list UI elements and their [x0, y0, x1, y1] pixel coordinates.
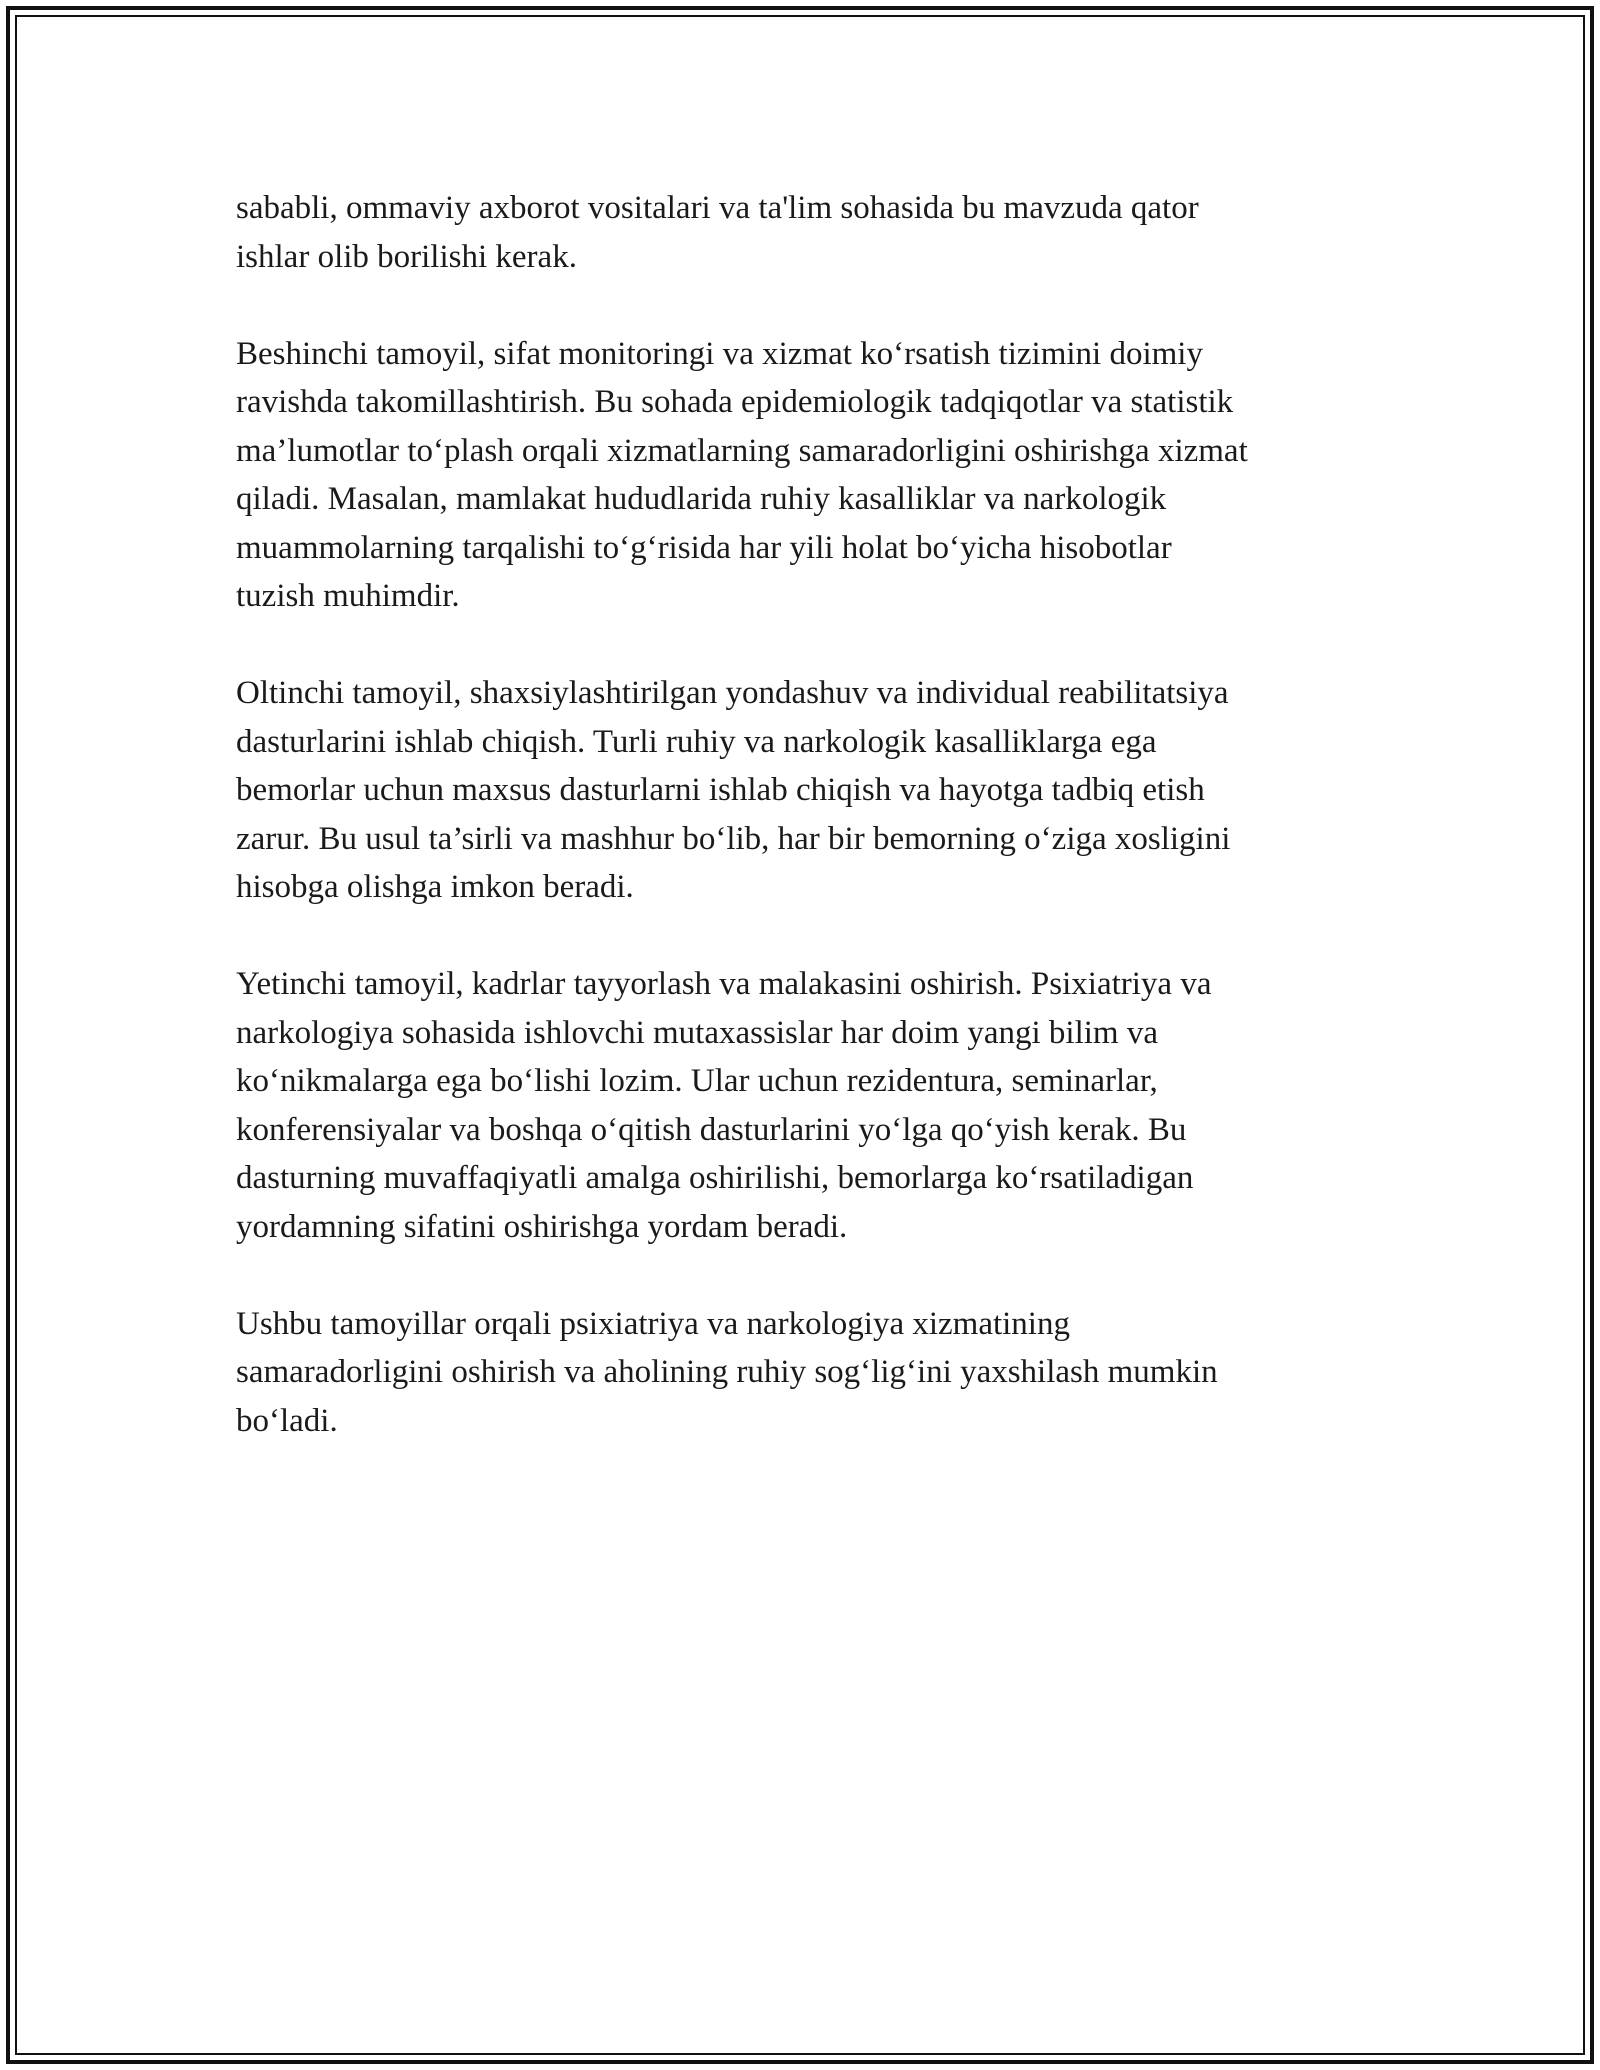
- paragraph-seventh-principle: Yetinchi tamoyil, kadrlar tayyorlash va malakasini oshirish. Psixiatriya va narkologiya sohasida ishlovchi mutaxassislar har doim yangi bilim va ko‘nikmalarga ega bo‘lishi lozim. Ular uchun rezidentura, seminarlar, konferensiyalar va boshqa o‘qitish dasturlarini yo‘lga qo‘yish kerak. Bu dasturning muvaffaqiyatli amalga oshirilishi, bemorlarga ko‘rsatiladigan yordamning sifatini oshirishga yordam beradi.: [236, 966, 1212, 1245]
- document-body: [236, 184, 1376, 1445]
- paragraph-conclusion: Ushbu tamoyillar orqali psixiatriya va narkologiya xizmatining samaradorligini oshirish va aholining ruhiy sog‘lig‘ini yaxshilash mumkin bo‘ladi.: [236, 1305, 1218, 1439]
- paragraph-sixth-principle: Oltinchi tamoyil, shaxsiylashtirilgan yondashuv va individual reabilitatsiya dasturlarini ishlab chiqish. Turli ruhiy va narkologik kasalliklarga ega bemorlar uchun maxsus dasturlarni ishlab chiqish va hayotga tadbiq etish zarur. Bu usul ta’sirli va mashhur bo‘lib, har bir bemorning o‘ziga xosligini hisobga olishga imkon beradi.: [236, 675, 1231, 905]
- paragraph-fifth-principle: Beshinchi tamoyil, sifat monitoringi va xizmat ko‘rsatish tizimini doimiy ravishda takomillashtirish. Bu sohada epidemiologik tadqiqotlar va statistik ma’lumotlar to‘plash orqali xizmatlarning samaradorligini oshirishga xizmat qiladi. Masalan, mamlakat hududlarida ruhiy kasalliklar va narkologik muammolarning tarqalishi to‘g‘risida har yili holat bo‘yicha hisobotlar tuzish muhimdir.: [236, 335, 1248, 614]
- paragraph-continuation: sababli, ommaviy axborot vositalari va ta'lim sohasida bu mavzuda qator ishlar olib borilishi kerak.: [236, 190, 1199, 275]
